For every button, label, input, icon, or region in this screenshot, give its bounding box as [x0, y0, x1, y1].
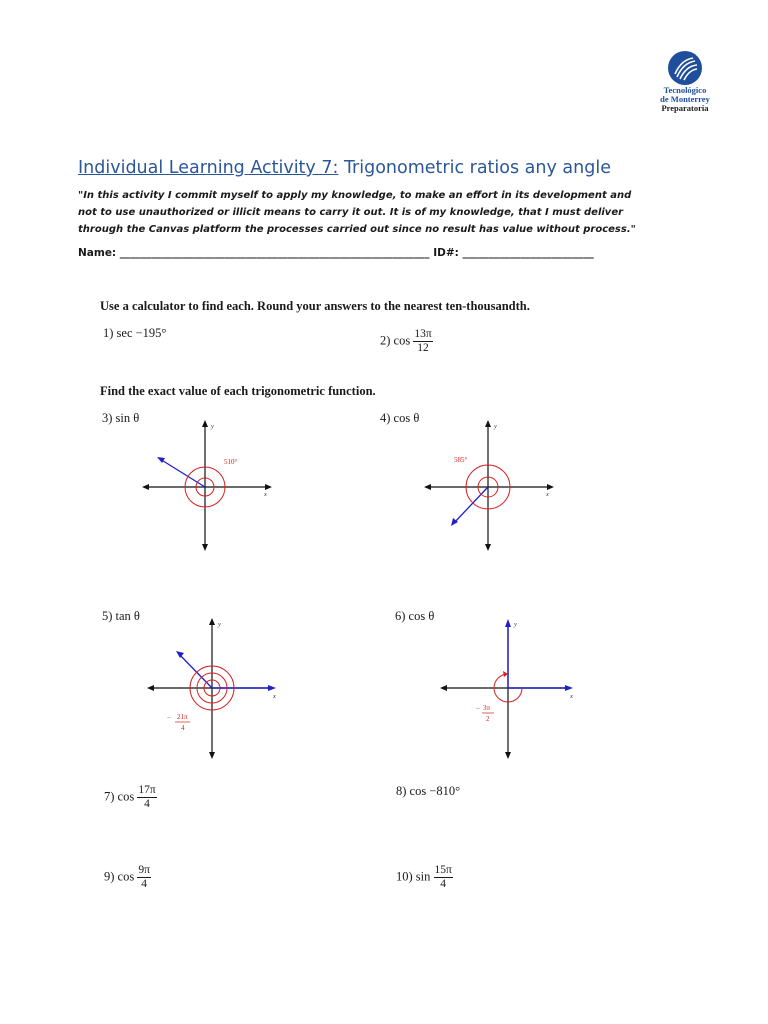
graph-problem-6	[440, 616, 580, 760]
fraction-numerator: 15π	[434, 864, 452, 876]
name-id-line: Name: ___________________________________________________________ ID#: _________________________	[78, 247, 594, 259]
angle-denominator: 2	[486, 715, 490, 723]
school-logo	[640, 50, 730, 113]
problem-9-fraction	[137, 864, 151, 891]
angle-label-585: 585°	[454, 456, 468, 464]
x-axis-label: x	[273, 693, 276, 700]
problem-5: 5) tan θ	[102, 609, 140, 623]
problem-4: 4) cos θ	[380, 411, 420, 425]
problem-2-fraction	[413, 328, 432, 355]
x-axis-label: x	[264, 491, 267, 498]
logo-emblem-icon	[667, 50, 703, 86]
y-axis-label: y	[218, 621, 221, 628]
commitment-statement: "In this activity I commit myself to apply my knowledge, to make an effort in its development and not to use unauthorized or illicit means to carry it out. It is of my knowledge, that I must deliver through the Canvas platform the processes carried out since no result has value without process."	[78, 190, 636, 235]
logo-text-1: Tecnológico	[663, 85, 707, 95]
instruction-exact-value: Find the exact value of each trigonometric function.	[100, 384, 376, 398]
fraction-numerator: 17π	[138, 784, 156, 796]
graph-problem-4	[424, 418, 564, 552]
graph-problem-3	[140, 418, 280, 552]
graph-problem-5	[145, 616, 285, 760]
activity-title-rest: Trigonometric ratios any angle	[338, 158, 611, 178]
x-axis-label: x	[546, 491, 549, 498]
y-axis-label: y	[494, 423, 497, 430]
fraction-numerator: 13π	[414, 328, 432, 340]
problem-10-fraction	[434, 864, 453, 891]
angle-denominator: 4	[181, 724, 185, 732]
angle-numerator: 3π	[483, 704, 491, 712]
problem-9-label: 9) cos	[104, 869, 135, 884]
fraction-denominator: 4	[141, 878, 147, 890]
problem-2	[380, 328, 433, 355]
problem-8: 8) cos −810°	[396, 784, 461, 798]
problem-10-label: 10) sin	[396, 869, 431, 884]
problem-10	[396, 864, 453, 891]
logo-text-3: Preparatoria	[661, 103, 709, 113]
activity-title	[78, 158, 611, 178]
fraction-denominator: 12	[417, 342, 429, 354]
angle-label-510: 510°	[224, 458, 238, 466]
instruction-calculator: Use a calculator to find each. Round your answers to the nearest ten-thousandth.	[100, 299, 530, 313]
fraction-denominator: 4	[144, 798, 150, 810]
terminal-ray	[160, 459, 205, 487]
y-axis-label: y	[514, 621, 517, 628]
problem-9	[104, 864, 151, 891]
terminal-ray	[453, 487, 488, 524]
problem-6: 6) cos θ	[395, 609, 435, 623]
angle-sign: −	[476, 705, 480, 713]
angle-sign: −	[167, 714, 171, 722]
problem-3: 3) sin θ	[102, 411, 140, 425]
terminal-ray	[178, 653, 212, 688]
problem-2-label: 2) cos	[380, 333, 411, 348]
problem-1: 1) sec −195°	[103, 326, 167, 340]
angle-numerator: 21π	[177, 713, 188, 721]
problem-7-label: 7) cos	[104, 789, 135, 804]
fraction-numerator: 9π	[138, 864, 150, 876]
fraction-denominator: 4	[440, 878, 447, 890]
problem-7-fraction	[137, 784, 156, 811]
x-axis-label: x	[570, 693, 573, 700]
problem-7	[104, 784, 157, 811]
y-axis-label: y	[211, 423, 214, 430]
activity-title-prefix: Individual Learning Activity 7:	[78, 158, 339, 178]
logo-text-2: de Monterrey	[660, 94, 710, 104]
